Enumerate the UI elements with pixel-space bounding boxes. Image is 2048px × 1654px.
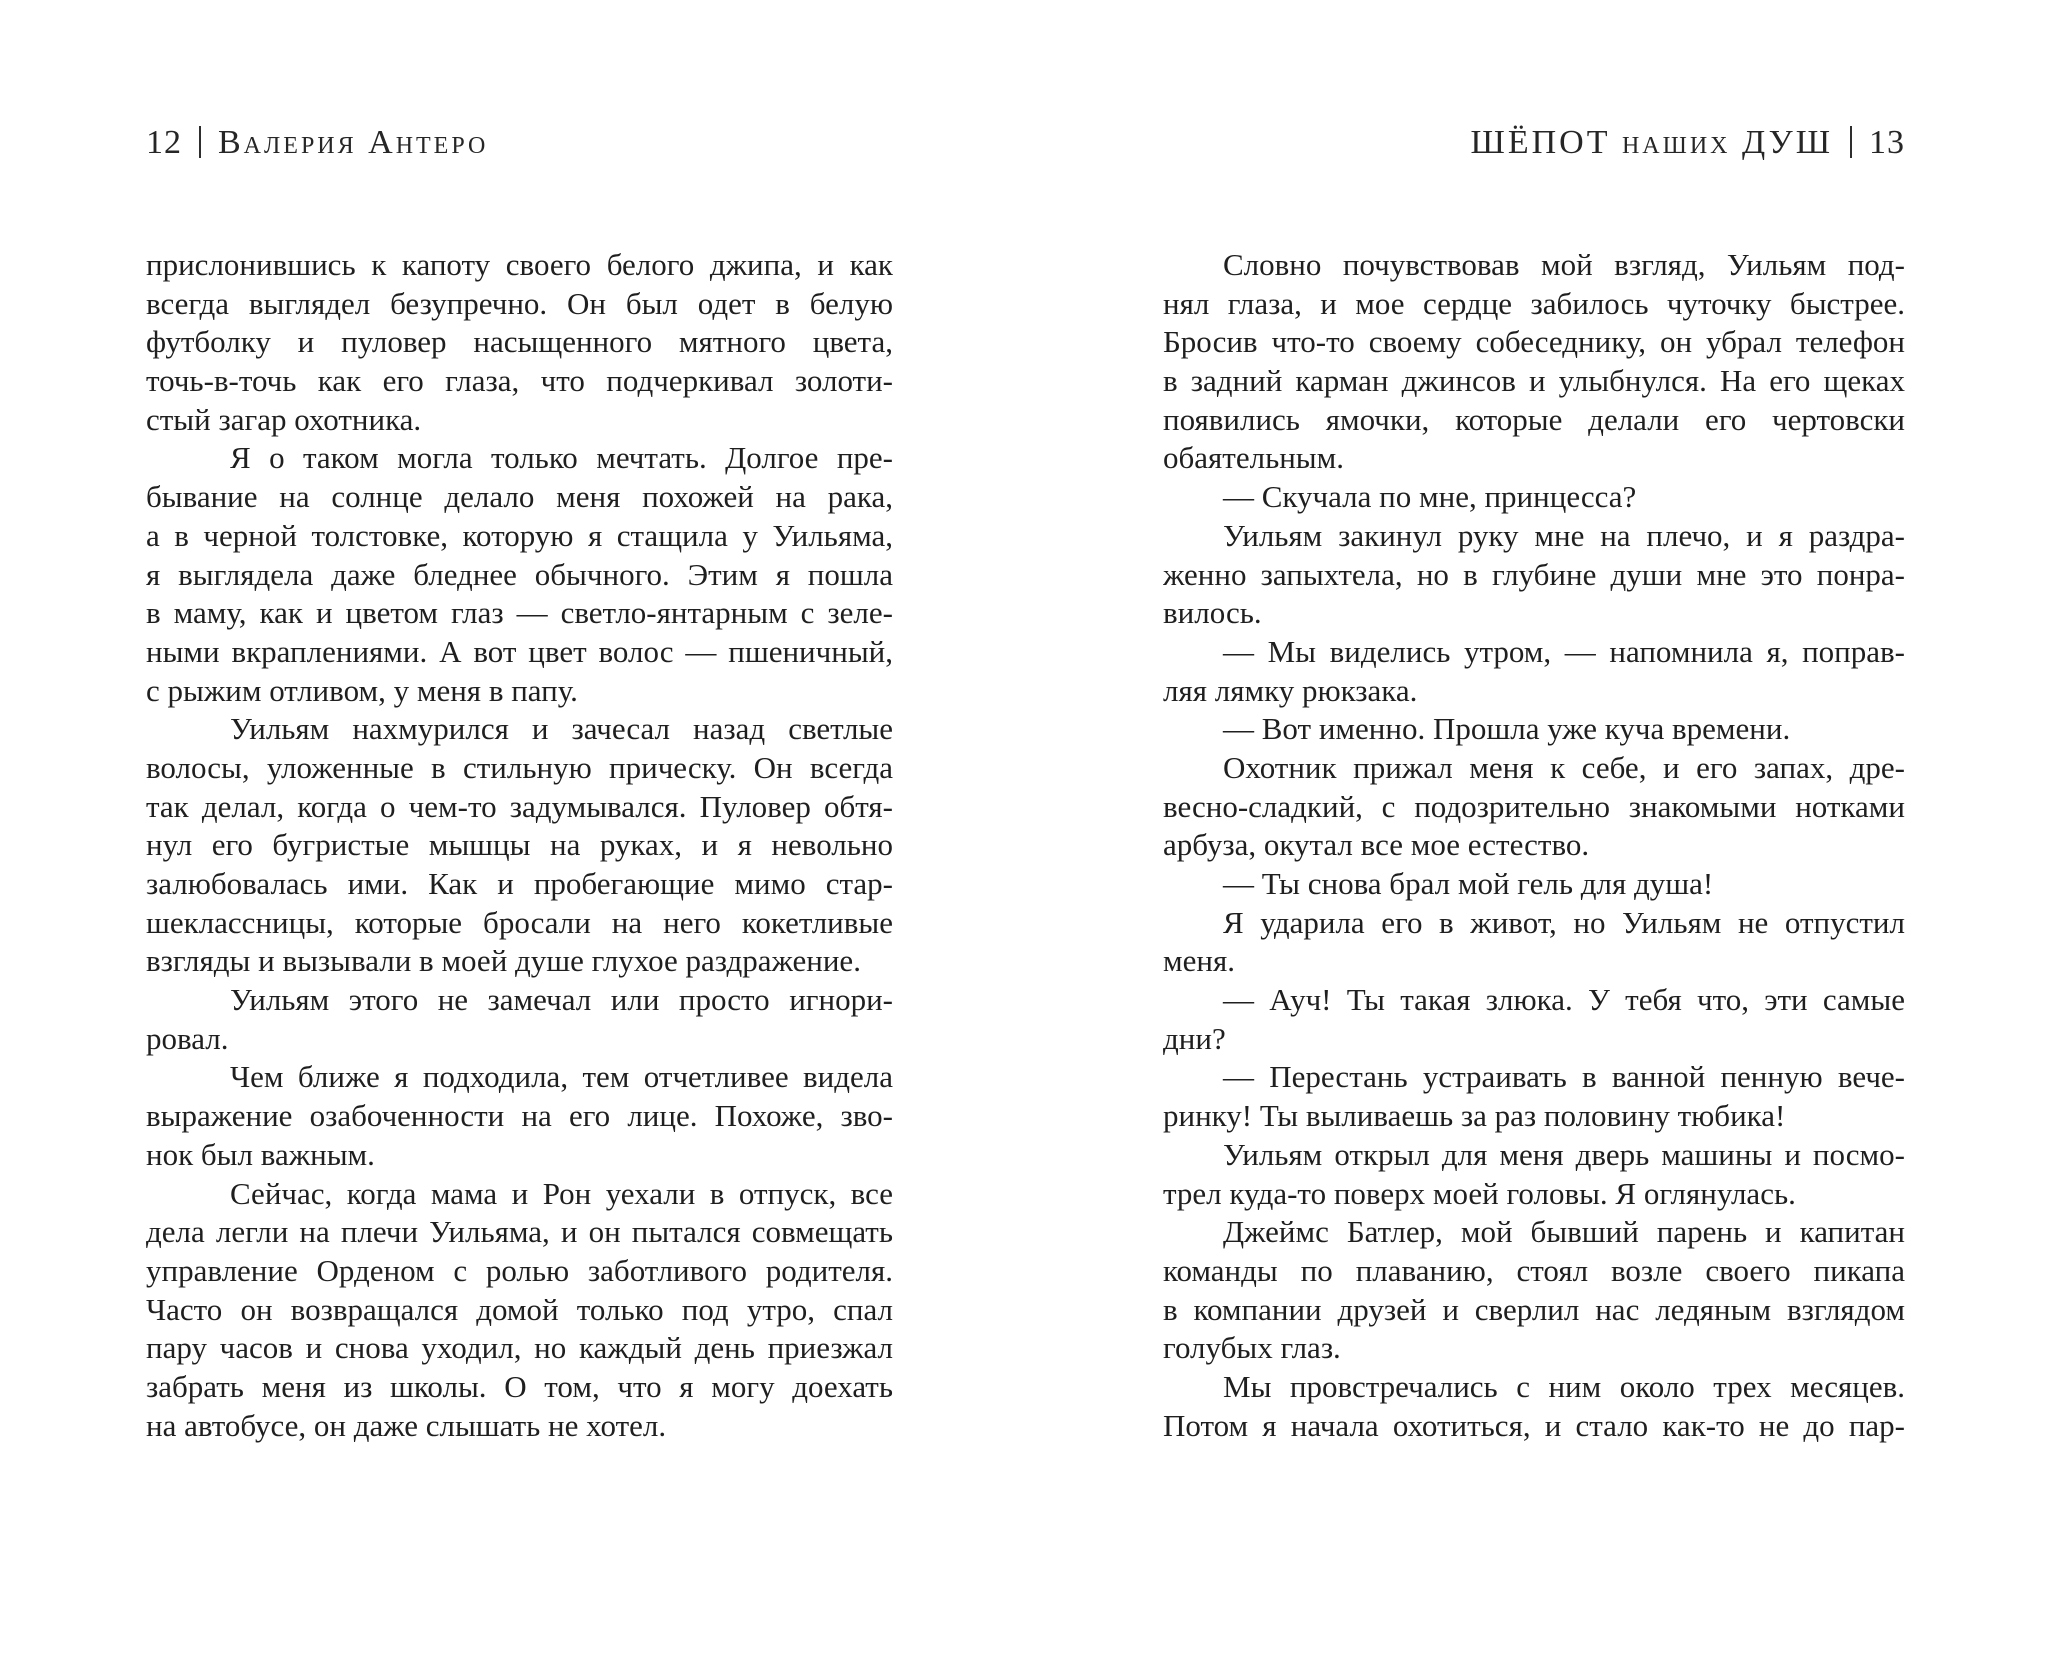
text-line: так делал, когда о чем-то задумывался. Пуловер обтя- <box>146 788 893 824</box>
text-line: Я ударила его в живот, но Уильям не отпустил <box>1223 904 1905 940</box>
text-line: — Мы виделись утром, — напомнила я, поправ- <box>1223 633 1905 669</box>
text-line: Мы провстречались с ним около трех месяцев. <box>1223 1368 1905 1404</box>
page-number-left: 12 <box>146 124 182 161</box>
body-text-right <box>1163 246 1905 1445</box>
text-line: — Ты снова брал мой гель для душа! <box>1223 866 1714 901</box>
text-line: обаятельным. <box>1163 440 1344 476</box>
text-line: ляя лямку рюкзака. <box>1163 672 1418 708</box>
text-line: Я о таком могла только мечтать. Долгое пре- <box>230 440 893 476</box>
page-right <box>1163 0 1905 1654</box>
running-title-book: ШЁПОТ наших ДУШ <box>1470 124 1833 161</box>
text-line: женно запыхтела, но в глубине души мне это понра- <box>1163 556 1905 592</box>
text-line: всегда выглядел безупречно. Он был одет в белую <box>146 285 893 321</box>
text-line: забрать меня из школы. О том, что я могу доехать <box>146 1368 893 1404</box>
running-head-left <box>146 124 893 162</box>
text-line: управление Орденом с ролью заботливого родителя. <box>146 1252 893 1288</box>
text-line: — Вот именно. Прошла уже куча времени. <box>1223 711 1791 747</box>
text-line: футболку и пуловер насыщенного мятного цвета, <box>146 324 893 360</box>
text-line: нял глаза, и мое сердце забилось чуточку быстрее. <box>1163 285 1905 321</box>
header-divider <box>1850 126 1852 158</box>
text-line: а в черной толстовке, которую я стащила у Уильяма, <box>146 517 893 553</box>
text-line: нул его бугристые мышцы на руках, и я невольно <box>146 827 893 863</box>
text-line: в компании друзей и сверлил нас ледяным взглядом <box>1163 1291 1905 1327</box>
text-line: трел куда-то поверх моей головы. Я оглянулась. <box>1163 1175 1796 1211</box>
text-line: вилось. <box>1163 595 1262 631</box>
running-head-right <box>1163 124 1905 162</box>
header-divider <box>199 126 201 158</box>
text-line: пару часов и снова уходил, но каждый день приезжал <box>146 1330 893 1366</box>
text-line: — Скучала по мне, принцесса? <box>1223 479 1637 515</box>
text-line: волосы, уложенные в стильную прическу. Он всегда <box>146 749 893 785</box>
text-line: Уильям открыл для меня дверь машины и посмо- <box>1223 1136 1905 1172</box>
text-line: стый загар охотника. <box>146 401 422 437</box>
text-line: Уильям нахмурился и зачесал назад светлые <box>230 711 893 747</box>
text-line: дни? <box>1163 1020 1226 1056</box>
text-line: Часто он возвращался домой только под утро, спал <box>146 1291 893 1327</box>
page-number-right: 13 <box>1869 124 1905 161</box>
text-line: в маму, как и цветом глаз — светло-янтарным с зеле- <box>146 595 893 631</box>
text-line: дела легли на плечи Уильяма, и он пытался совмещать <box>146 1214 893 1250</box>
text-line: залюбовалась ими. Как и пробегающие мимо стар- <box>146 866 893 901</box>
text-line: ровал. <box>146 1020 229 1056</box>
body-text-left <box>146 246 893 1445</box>
text-line: шеклассницы, которые бросали на него кокетливые <box>146 904 893 940</box>
text-line: — Ауч! Ты такая злюка. У тебя что, эти самые <box>1223 982 1905 1018</box>
text-line: взгляды и вызывали в моей душе глухое раздражение. <box>146 943 861 979</box>
text-line: Уильям этого не замечал или просто игнори- <box>230 982 893 1018</box>
text-line: Бросив что-то своему собеседнику, он убрал телефон <box>1163 324 1905 360</box>
text-line: ринку! Ты выливаешь за раз половину тюбика! <box>1163 1098 1786 1134</box>
text-line: Словно почувствовав мой взгляд, Уильям под- <box>1223 247 1905 282</box>
page-left <box>146 0 893 1654</box>
text-line: прислонившись к капоту своего белого джипа, и как <box>146 247 893 282</box>
text-line: команды по плаванию, стоял возле своего пикапа <box>1163 1252 1905 1288</box>
text-line: Чем ближе я подходила, тем отчетливее видела <box>230 1059 893 1095</box>
text-line: Охотник прижал меня к себе, и его запах, дре- <box>1223 749 1905 785</box>
text-line: на автобусе, он даже слышать не хотел. <box>146 1407 667 1443</box>
text-line: Сейчас, когда мама и Рон уехали в отпуск, все <box>230 1175 893 1211</box>
text-line: появились ямочки, которые делали его чертовски <box>1163 401 1905 437</box>
text-line: нок был важным. <box>146 1136 375 1172</box>
text-line: голубых глаз. <box>1163 1330 1341 1366</box>
text-line: Уильям закинул руку мне на плечо, и я раздра- <box>1223 517 1905 553</box>
text-line: весно-сладкий, с подозрительно знакомыми нотками <box>1163 788 1905 824</box>
text-line: ными вкраплениями. А вот цвет волос — пшеничный, <box>146 633 893 669</box>
running-title-author: Валерия Антеро <box>218 124 489 161</box>
text-line: точь-в-точь как его глаза, что подчеркивал золоти- <box>146 363 893 399</box>
text-line: бывание на солнце делало меня похожей на рака, <box>146 479 893 515</box>
text-line: я выглядела даже бледнее обычного. Этим я пошла <box>146 556 893 592</box>
text-line: Джеймс Батлер, мой бывший парень и капитан <box>1223 1214 1905 1250</box>
text-line: арбуза, окутал все мое естество. <box>1163 827 1590 863</box>
text-line: в задний карман джинсов и улыбнулся. На его щеках <box>1163 363 1905 399</box>
text-line: меня. <box>1163 943 1235 979</box>
text-line: выражение озабоченности на его лице. Похоже, зво- <box>146 1098 893 1134</box>
text-line: с рыжим отливом, у меня в папу. <box>146 672 578 708</box>
text-line: Потом я начала охотиться, и стало как-то не до пар- <box>1163 1407 1905 1443</box>
text-line: — Перестань устраивать в ванной пенную вече- <box>1223 1059 1905 1095</box>
